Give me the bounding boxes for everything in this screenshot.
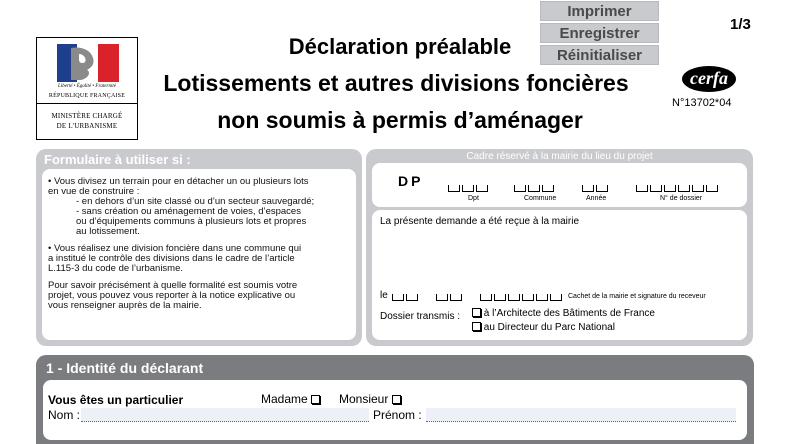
- identite-section: [36, 355, 754, 444]
- madame-checkbox[interactable]: [311, 395, 320, 404]
- dossier-cell[interactable]: [706, 185, 718, 192]
- dp-letters: DP: [398, 173, 424, 189]
- dossier-cell[interactable]: [678, 185, 690, 192]
- cerfa-logo: cerfa: [682, 66, 736, 92]
- date-cell[interactable]: [480, 294, 492, 301]
- mairie-panel: [366, 149, 753, 346]
- commune-label: Commune: [524, 195, 557, 202]
- madame-option: [261, 392, 320, 406]
- abf-option-label: à l’Architecte des Bâtiments de France: [483, 308, 655, 319]
- abf-checkbox[interactable]: [472, 308, 481, 317]
- date-cell[interactable]: [494, 294, 506, 301]
- formulaire-bullet-1: • Vous divisez un terrain pour en détacher un ou plusieurs lots en vue de construire : - en dehors d’un site classé ou d’un secteur sauvegardé; - sans création ou aménagement de voies, d’espaces ou d’équipements communs à plusieurs lots et propres au lotissement.: [48, 176, 315, 237]
- formulaire-title: Formulaire à utiliser si :: [44, 152, 191, 167]
- monsieur-label: Monsieur: [339, 392, 389, 406]
- cachet-label: Cachet de la mairie et signature du receveur: [568, 293, 706, 300]
- date-label: le: [380, 290, 388, 301]
- ministere-text: [37, 104, 137, 131]
- prenom-field[interactable]: [426, 408, 736, 422]
- date-cell[interactable]: [508, 294, 520, 301]
- annee-cell[interactable]: [582, 185, 594, 192]
- dossier-cell[interactable]: [664, 185, 676, 192]
- cerfa-number: N°13702*04: [672, 97, 732, 109]
- republique-francaise-logo: [36, 37, 138, 140]
- date-cell[interactable]: [550, 294, 562, 301]
- date-cell[interactable]: [522, 294, 534, 301]
- dossier-cell[interactable]: [692, 185, 704, 192]
- dpt-cell[interactable]: [448, 185, 460, 192]
- nom-label: Nom :: [48, 408, 81, 422]
- dossier-cell[interactable]: [650, 185, 662, 192]
- dossier-number-box: [372, 163, 747, 207]
- monsieur-checkbox[interactable]: [392, 395, 401, 404]
- dpt-label: Dpt: [468, 195, 479, 202]
- date-cell[interactable]: [392, 294, 404, 301]
- annee-cell[interactable]: [596, 185, 608, 192]
- monsieur-option: [339, 392, 401, 406]
- ministere-line-2: DE L'URBANISME: [56, 122, 118, 130]
- ministere-line-1: MINISTÈRE CHARGÉ: [51, 112, 123, 120]
- nom-field[interactable]: [81, 408, 369, 422]
- identite-section-content: [43, 380, 747, 440]
- marianne-icon: [57, 44, 119, 82]
- page-number: 1/3: [730, 16, 751, 33]
- page-subtitle-line-1: Lotissements et autres divisions foncières: [163, 70, 629, 96]
- dossier-cell[interactable]: [636, 185, 648, 192]
- commune-cell[interactable]: [514, 185, 526, 192]
- republique-text: RÉPUBLIQUE FRANÇAISE: [48, 93, 126, 99]
- prenom-label: Prénom :: [373, 408, 422, 422]
- dossier-transmis-label: Dossier transmis :: [380, 311, 461, 322]
- dossier-label: N° de dossier: [660, 195, 703, 202]
- reception-text: La présente demande a été reçue à la mairie: [380, 216, 580, 227]
- commune-cell[interactable]: [528, 185, 540, 192]
- mairie-title: Cadre réservé à la mairie du lieu du projet: [466, 151, 653, 162]
- reception-box: [372, 210, 747, 340]
- particulier-label: Vous êtes un particulier: [48, 393, 184, 407]
- date-cell[interactable]: [436, 294, 448, 301]
- save-button[interactable]: Enregistrer: [540, 23, 659, 43]
- parc-option-label: au Directeur du Parc National: [483, 322, 615, 333]
- annee-label: Année: [586, 195, 607, 202]
- formulaire-bullet-2: • Vous réalisez une division foncière dans une commune qui a institué le contrôle des divisions dans le cadre de l’article L.115-3 du code de l’urbanisme.: [48, 243, 302, 274]
- identite-section-title: 1 - Identité du déclarant: [46, 360, 204, 376]
- formulaire-panel: [36, 149, 362, 346]
- madame-label: Madame: [261, 392, 308, 406]
- date-cell[interactable]: [406, 294, 418, 301]
- parc-checkbox[interactable]: [472, 322, 481, 331]
- dpt-cell[interactable]: [462, 185, 474, 192]
- page-title: Déclaration préalable: [288, 34, 512, 59]
- page-subtitle-line-2: non soumis à permis d’aménager: [217, 107, 583, 133]
- reset-button[interactable]: Réinitialiser: [540, 45, 659, 65]
- print-button[interactable]: Imprimer: [540, 1, 659, 21]
- parc-option: [472, 322, 615, 333]
- abf-option: [472, 308, 655, 319]
- commune-cell[interactable]: [542, 185, 554, 192]
- formulaire-content: [42, 169, 356, 340]
- formulaire-note: Pour savoir précisément à quelle formalité est soumis votre projet, vous pouvez vous reporter à la notice explicative ou vous renseigner auprès de la mairie.: [48, 280, 298, 311]
- date-cell[interactable]: [450, 294, 462, 301]
- date-cell[interactable]: [536, 294, 548, 301]
- dpt-cell[interactable]: [476, 185, 488, 192]
- devise-text: Liberté • Égalité • Fraternité: [58, 84, 116, 89]
